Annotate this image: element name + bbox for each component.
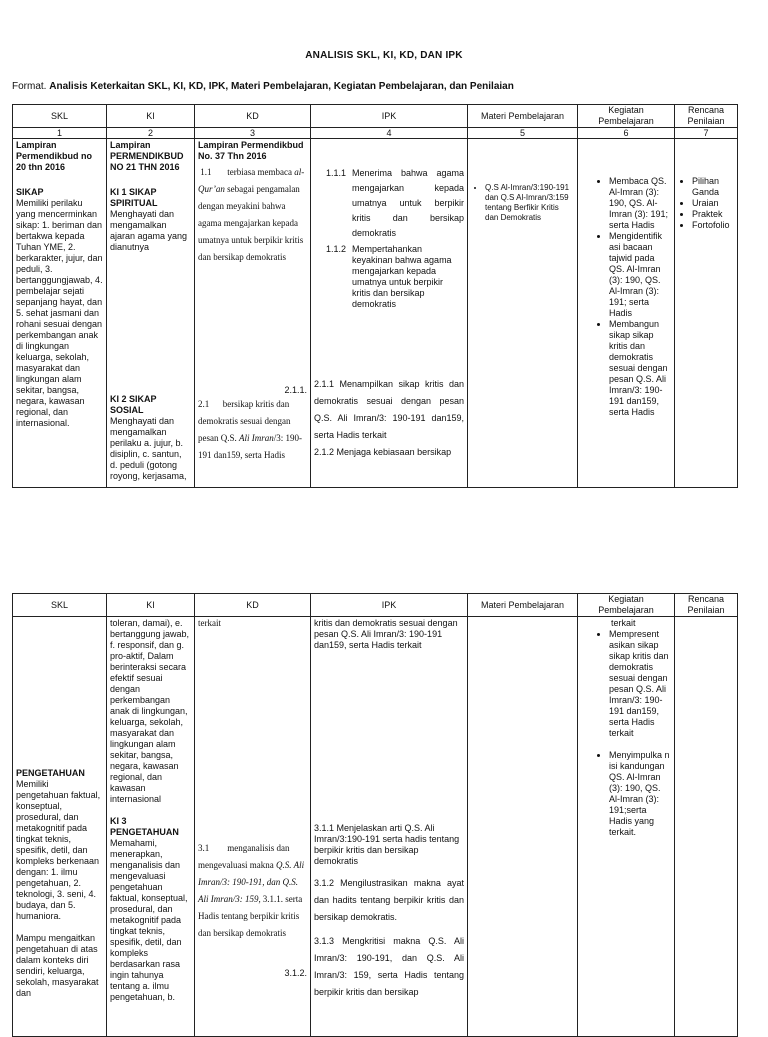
skl-pengetahuan-text: Memiliki pengetahuan faktual, konseptual, prosedural, dan metakognitif pada tingkat teknis, spesifik, detil, dan kompleks berkenaan dengan: 1. ilmu pengetahuan, 2. teknologi, 3. seni, 4. budaya, dan 5. humaniora. [16,779,101,921]
kd-3-1 [198,840,307,942]
penilaian-cell [675,139,738,488]
list-item: • Membaca QS. Al-Imran (3): 190, QS. Al-Imran (3): 191; serta Hadis [609,176,671,231]
ki-cell [107,139,195,488]
header-penilaian: Rencana Penilaian [675,105,738,128]
kegiatan-cell [578,139,675,488]
ki1-title: KI 1 SIKAP SPIRITUAL [110,187,158,208]
kd3-marker-1: 3.1.1. [262,894,283,904]
list-item: • Mengidentifik asi bacaan tajwid pada QS. Al-Imran (3): 190, QS. Al-Imran (3): 191; serta Hadis [609,231,671,319]
kd-continued: terkait [198,618,221,628]
kegiatan-continued: terkait [611,618,636,628]
kd2-text-a: bersikap kritis dan demokratis sesuai dengan pesan Q.S. [198,399,291,443]
ipk-2-1-2: 2.1.2 Menjaga kebiasaan bersikap [314,447,452,457]
kd3-text-b: Q.S. Ali Imran/3: 190-191, dan Q.S. Ali Imran/3: 159, [198,860,305,904]
list-item: • Uraian [692,198,734,209]
ipk-3-1-3: 3.1.3 Mengkritisi makna Q.S. Ali Imran/3: 190-191, dan Q.S. Ali Imran/3: 159, serta Hadis tentang berpikir kritis dan bersikap [314,936,464,997]
kd3-text-a: menganalisis dan mengevaluasi makna [198,843,290,870]
list-item: • Fortofolio [692,220,734,231]
list-item: • Q.S Al-Imran/3:190-191 dan Q.S Al-Imran/3:159 tentang Berfikir Kritis dan Demokratis [485,183,574,223]
kd1-number: 1.1 [200,167,212,177]
kd1-text-b: al-Qur’an [198,167,305,194]
header-kd: KD [195,594,311,617]
list-item: • Praktek [692,209,734,220]
kegiatan-list [581,629,671,838]
ipk2-number: 1.1.2 [326,244,347,254]
ipk-2-1-2-continued: kritis dan demokratis sesuai dengan pesan Q.S. Ali Imran/3: 190-191 dan159, serta Hadis terkait [314,618,458,650]
penilaian-cell [675,617,738,1037]
kegiatan-list [581,176,671,418]
table-row [13,617,738,1037]
ipk-3-1-1: 3.1.1 Menjelaskan arti Q.S. Ali Imran/3:190-191 serta hadis tentang berpikir kritis dan bersikap demokratis [314,823,460,866]
format-prefix: Format. [12,81,47,92]
ipk-cell [311,617,468,1037]
header-skl: SKL [13,594,107,617]
penilaian-list [678,176,734,231]
header-ipk: IPK [311,594,468,617]
column-number: 5 [468,128,578,139]
skl-sikap-title: SIKAP [16,187,44,197]
column-number: 3 [195,128,311,139]
kd3-number: 3.1 [198,843,210,853]
kd-2-1 [198,396,307,464]
kd2-text-c: /3: 190-191 dan159, serta Hadis [198,433,302,460]
analysis-table-1 [12,104,738,488]
skl-pengetahuan-text-2: Mampu mengaitkan pengetahuan di atas dalam konteks diri sendiri, keluarga, sekolah, masyarakat dan [16,933,99,998]
header-penilaian: Rencana Penilaian [675,594,738,617]
header-skl: SKL [13,105,107,128]
kd2-number: 2.1 [198,399,210,409]
list-item: • Menyimpulka n isi kandungan QS. Al-Imran (3): 190, QS. Al-Imran (3): 191;serta Hadis yang terkait. [609,750,671,838]
skl-sikap-text: Memiliki perilaku yang mencerminkan sikap: 1. beriman dan bertakwa kepada Tuhan YME, 2. berkarakter, jujur, dan peduli, 3. bertanggungjawab, 4. pembelajar sejati sepanjang hayat, dan 5. sehat jasmani dan rohani sesuai dengan perkembangan anak di lingkungan keluarga, sekolah, masyarakat dan lingkungan alam sekitar, bangsa, negara, kawasan regional, dan internasional. [16,198,103,428]
skl-source: Lampiran Permendikbud no 20 thn 2016 [16,140,93,172]
kd-cell [195,617,311,1037]
skl-cell [13,139,107,488]
ki3-text: Memahami, menerapkan, menganalisis dan mengevaluasi pengetahuan faktual, konseptual, prosedural, dan metakognitif pada tingkat teknis, spesifik, detil, dan kompleks berdasarkan rasa ingin tahunya tentang a. ilmu pengetahuan, b. [110,838,188,1002]
ipk1-number: 1.1.1 [326,168,347,178]
column-number: 6 [578,128,675,139]
ipk-1-1-2 [314,244,464,310]
ipk-cell [311,139,468,488]
kd-source: Lampiran Permendikbud No. 37 Thn 2016 [198,140,304,161]
ki3-title: KI 3 PENGETAHUAN [110,816,179,837]
ipk-1-1-1 [314,166,464,241]
document-title: ANALISIS SKL, KI, KD, DAN IPK [305,50,463,61]
skl-pengetahuan-title: PENGETAHUAN [16,768,85,778]
column-number: 7 [675,128,738,139]
skl-cell [13,617,107,1037]
table-header-row [13,105,738,128]
kd1-text-c: sebagai pengamalan dengan meyakini bahwa agama mengajarkan kepada umatnya untuk berpikir kritis dan bersikap demokratis [198,184,304,262]
table-row [13,139,738,488]
kd3-marker-2: 3.1.2. [284,968,307,978]
materi-cell [468,139,578,488]
ipk-2-1-1: 2.1.1 Menampilkan sikap kritis dan demokratis sesuai dengan pesan Q.S. Ali Imran/3: 190-191 dan159, serta Hadis terkait [314,379,464,440]
column-number-row [13,128,738,139]
list-item: • Mempresent asikan sikap sikap kritis dan demokratis sesuai dengan pesan Q.S. Ali Imran/3: 190-191 dan159, serta Hadis terkait [609,629,671,739]
header-materi: Materi Pembelajaran [468,594,578,617]
analysis-table-2 [12,593,738,1037]
kegiatan-cell [578,617,675,1037]
header-ipk: IPK [311,105,468,128]
ki2-text: Menghayati dan mengamalkan perilaku a. jujur, b. disiplin, c. santun, d. peduli (gotong royong, kerjasama, [110,416,187,481]
kd2-marker: 2.1.1. [284,385,307,395]
ki-source: Lampiran PERMENDIKBUD NO 21 THN 2016 [110,140,184,172]
format-line [12,81,514,92]
header-materi: Materi Pembelajaran [468,105,578,128]
materi-list [471,183,574,223]
ipk2-text: Mempertahankan keyakinan bahwa agama mengajarkan kepada umatnya untuk berpikir kritis dan bersikap demokratis [352,244,452,309]
ki2-text-continued: toleran, damai), e. bertanggung jawab, f. responsif, dan g. pro-aktif, Dalam berinteraksi secara efektif sesuai dengan perkembangan anak di lingkungan, keluarga, sekolah, masyarakat dan lingkungan alam sekitar, bangsa, negara, kawasan regional, dan kawasan internasional [110,618,190,804]
list-item: • Pilihan Ganda [692,176,734,198]
ipk-3-1-2: 3.1.2 Mengilustrasikan makna ayat dan hadits tentang berpikir kritis dan bersikap demokratis. [314,878,464,922]
ipk1-text: Menerima bahwa agama mengajarkan kepada umatnya untuk berpikir kritis dan bersikap demokratis [352,168,464,238]
ki1-text: Menghayati dan mengamalkan ajaran agama yang dianutnya [110,209,188,252]
column-number: 2 [107,128,195,139]
kd1-text-a: terbiasa membaca [227,167,292,177]
kd-1-1 [198,164,307,266]
header-ki: KI [107,594,195,617]
ki-cell [107,617,195,1037]
materi-cell [468,617,578,1037]
kd3-text-c: serta Hadis tentang berpikir kritis dan bersikap demokratis [198,894,303,938]
header-kegiatan: Kegiatan Pembelajaran [578,105,675,128]
kd2-text-b: Ali Imran [239,433,274,443]
header-ki: KI [107,105,195,128]
list-item: • Membangun sikap sikap kritis dan demokratis sesuai dengan pesan Q.S. Ali Imran/3: 190-191 dan159, serta Hadis [609,319,671,418]
format-heading: Analisis Keterkaitan SKL, KI, KD, IPK, Materi Pembelajaran, Kegiatan Pembelajaran, dan Penilaian [49,81,514,92]
ki2-title: KI 2 SIKAP SOSIAL [110,394,157,415]
header-kegiatan: Kegiatan Pembelajaran [578,594,675,617]
kd-cell [195,139,311,488]
column-number: 4 [311,128,468,139]
header-kd: KD [195,105,311,128]
column-number: 1 [13,128,107,139]
table-header-row [13,594,738,617]
